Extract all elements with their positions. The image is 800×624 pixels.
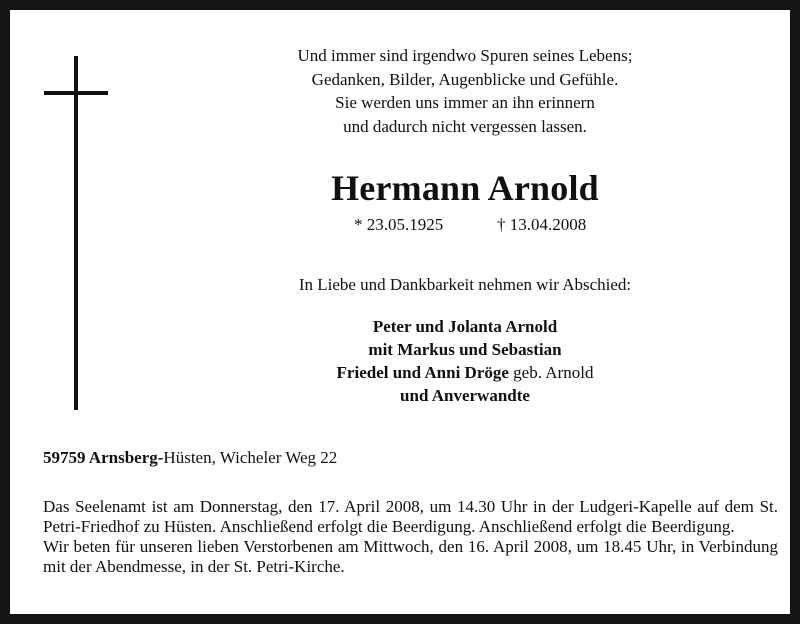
signer-line: mit Markus und Sebastian [368, 340, 562, 359]
farewell-text: In Liebe und Dankbarkeit nehmen wir Abschied: [298, 275, 632, 294]
signer-line: und Anverwandte [400, 386, 530, 405]
signer-maiden-name: geb. Arnold [513, 363, 594, 382]
deceased-name: Hermann Arnold [331, 168, 599, 208]
address-city: 59759 Arnsberg- [43, 448, 164, 467]
verse-line: Gedanken, Bilder, Augenblicke und Gefühle. [311, 69, 619, 89]
verse-line: und dadurch nicht vergessen lassen. [343, 116, 587, 136]
birth-date: * 23.05.1925 [354, 215, 444, 234]
notice-paragraph: Das Seelenamt ist am Donnerstag, den 17. April 2008, um 14.30 Uhr in der Ludgeri-Kapelle auf dem St. Petri-Friedhof zu Hüsten. Anschließend erfolgt die Beerdigung. Anschließend erfolgt die Beerdigung. [43, 497, 778, 536]
death-date: † 13.04.2008 [497, 215, 587, 234]
notice-paragraph: Wir beten für unseren lieben Verstorbenen am Mittwoch, den 16. April 2008, um 18.45 Uhr, in Verbindung mit der Abendmesse, in der St. Petri-Kirche. [43, 537, 778, 576]
memorial-verse [240, 44, 690, 138]
signers-list [240, 315, 690, 407]
family-address [43, 448, 337, 468]
address-street: Hüsten, Wicheler Weg 22 [163, 448, 338, 467]
verse-line: Sie werden uns immer an ihn erinnern [335, 93, 595, 112]
verse-line: Und immer sind irgendwo Spuren seines Lebens; [297, 46, 633, 65]
signer-line: Friedel und Anni Dröge [336, 363, 509, 382]
service-notice [43, 497, 778, 577]
signer-line: Peter und Jolanta Arnold [372, 317, 558, 336]
